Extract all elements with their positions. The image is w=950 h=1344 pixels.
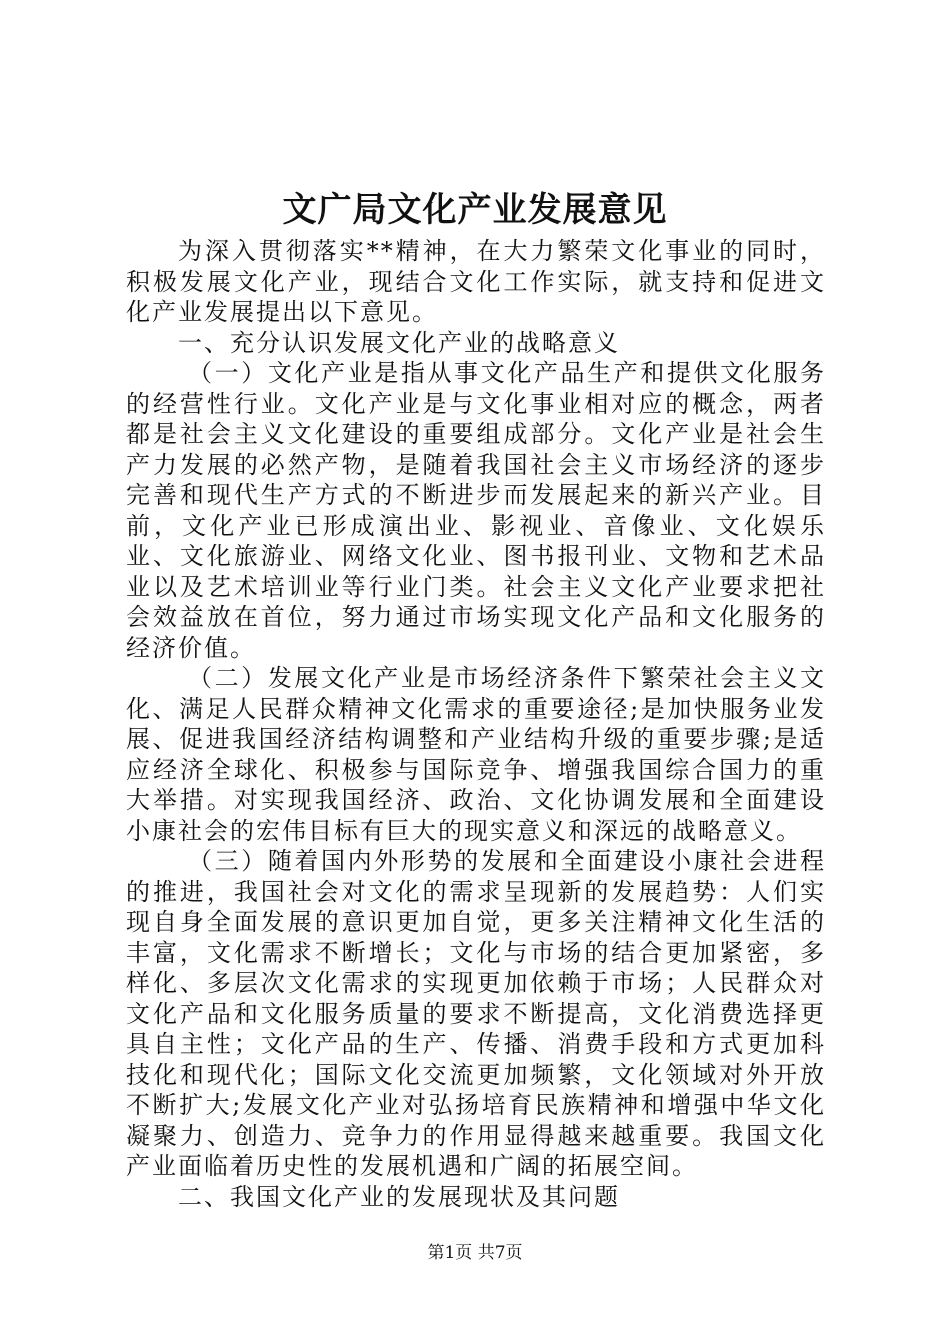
document-body [126,236,826,1212]
paragraph-1-1: （一）文化产业是指从事文化产品生产和提供文化服务的经营性行业。文化产业是与文化事业相对应的概念，两者都是社会主义文化建设的重要组成部分。文化产业是社会生产力发展的必然产物，是随着我国社会主义市场经济的逐步完善和现代生产方式的不断进步而发展起来的新兴产业。目前，文化产业已形成演出业、影视业、音像业、文化娱乐业、文化旅游业、网络文化业、图书报刊业、文物和艺术品业以及艺术培训业等行业门类。社会主义文化产业要求把社会效益放在首位，努力通过市场实现文化产品和文化服务的经济价值。 [126,359,826,662]
paragraph-1-2: （二）发展文化产业是市场经济条件下繁荣社会主义文化、满足人民群众精神文化需求的重要途径;是加快服务业发展、促进我国经济结构调整和产业结构升级的重要步骤;是适应经济全球化、积极参与国际竞争、增强我国综合国力的重大举措。对实现我国经济、政治、文化协调发展和全面建设小康社会的宏伟目标有巨大的现实意义和深远的战略意义。 [126,664,826,845]
paragraph-1-3: （三）随着国内外形势的发展和全面建设小康社会进程的推进，我国社会对文化的需求呈现新的发展趋势：人们实现自身全面发展的意识更加自觉，更多关注精神文化生活的丰富，文化需求不断增长；文化与市场的结合更加紧密，多样化、多层次文化需求的实现更加依赖于市场；人民群众对文化产品和文化服务质量的要求不断提高，文化消费选择更具自主性；文化产品的生产、传播、消费手段和方式更加科技化和现代化；国际文化交流更加频繁，文化领域对外开放不断扩大;发展文化产业对弘扬培育民族精神和增强中华文化凝聚力、创造力、竞争力的作用显得越来越重要。我国文化产业面临着历史性的发展机遇和广阔的拓展空间。 [126,847,826,1180]
document-title: 文广局文化产业发展意见 [282,190,668,230]
section-heading-2: 二、我国文化产业的发展现状及其问题 [178,1182,620,1211]
section-heading-1: 一、充分认识发展文化产业的战略意义 [178,328,620,357]
intro-paragraph: 为深入贯彻落实**精神，在大力繁荣文化事业的同时，积极发展文化产业，现结合文化工作实际，就支持和促进文化产业发展提出以下意见。 [126,237,826,326]
page-number-footer: 第1页 共7页 [427,1243,523,1263]
